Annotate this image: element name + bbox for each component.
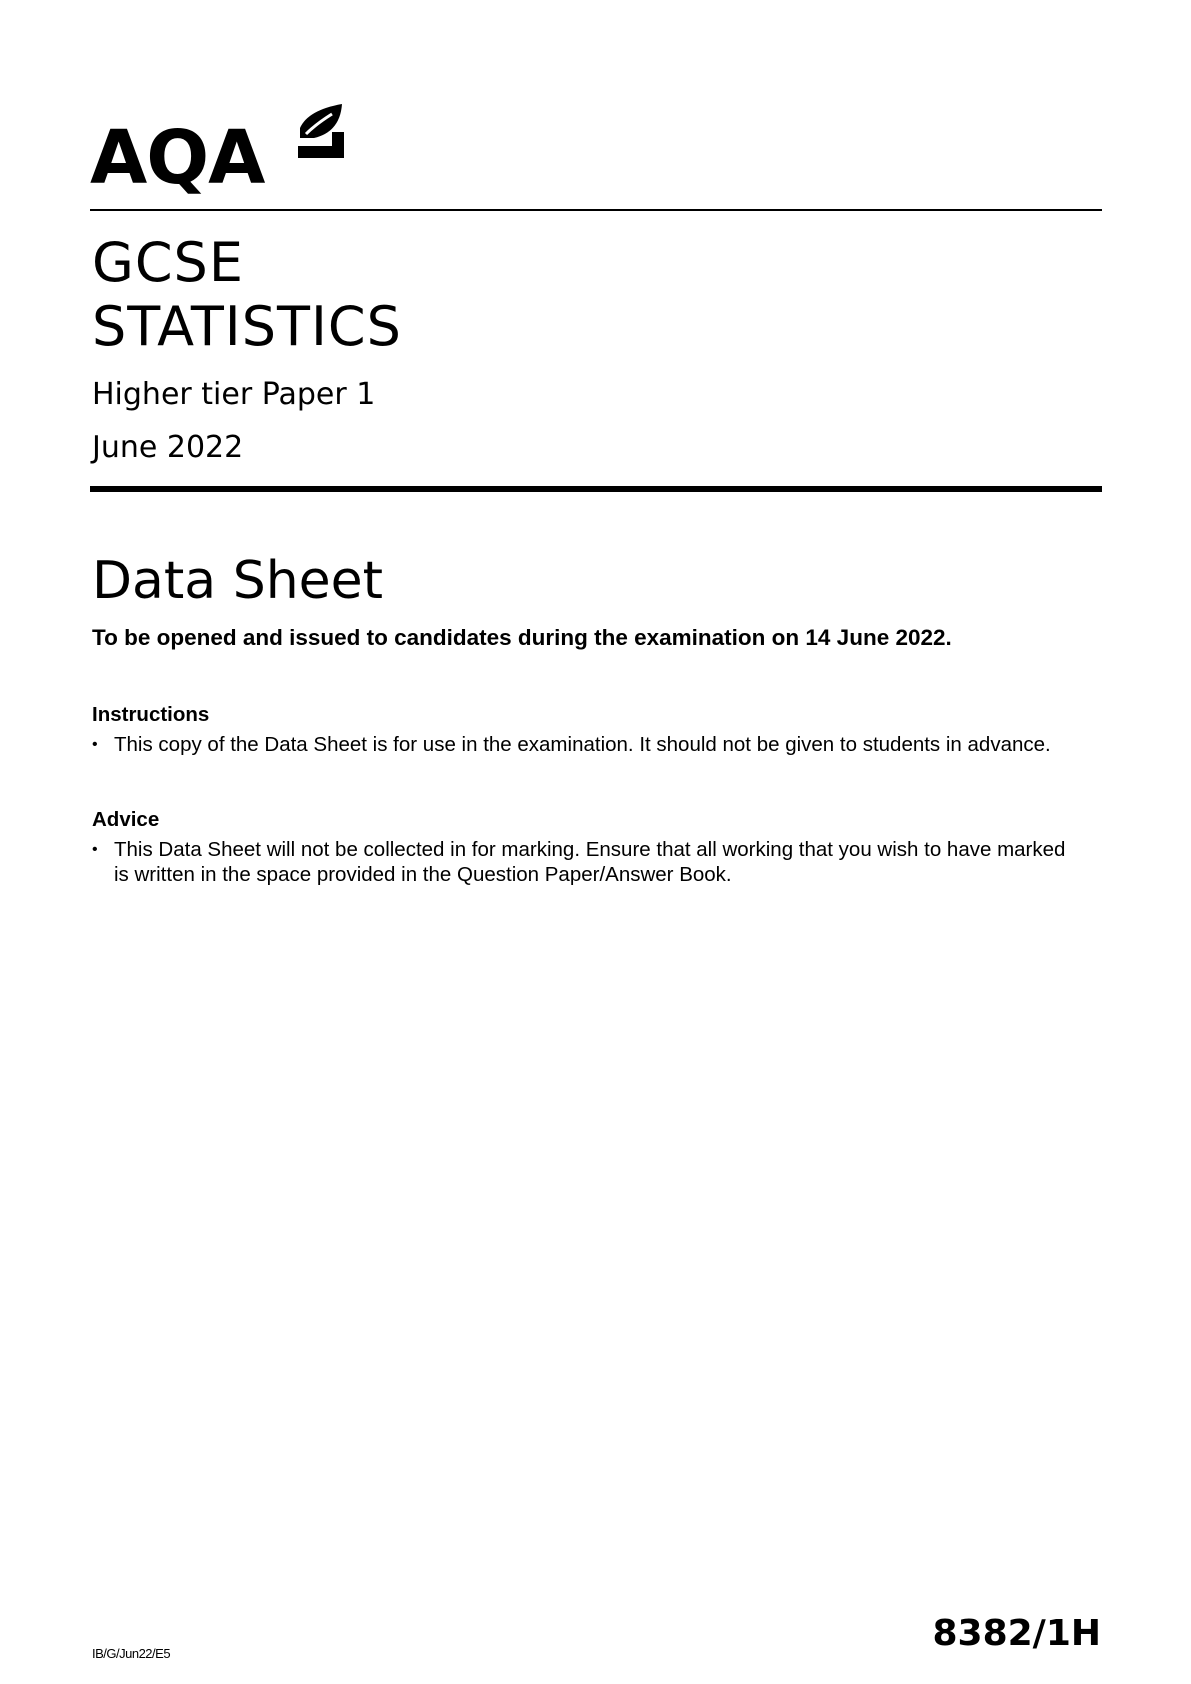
- bullet-icon: •: [92, 736, 98, 753]
- document-reference: IB/G/Jun22/E5: [92, 1646, 171, 1661]
- instructions-heading: Instructions: [92, 703, 210, 726]
- subject-title: STATISTICS: [92, 295, 402, 358]
- document-title: Data Sheet: [92, 551, 384, 611]
- tier-paper-label: Higher tier Paper 1: [92, 377, 376, 412]
- issue-instruction: To be opened and issued to candidates during the examination on 14 June 2022.: [92, 625, 952, 650]
- logo-wordmark: AQA: [90, 115, 265, 201]
- instruction-text: This copy of the Data Sheet is for use in the examination. It should not be given to students in advance.: [114, 733, 1051, 756]
- header-divider: [90, 209, 1102, 211]
- instructions-list-item: [92, 732, 1082, 757]
- bullet-icon: •: [92, 841, 98, 858]
- aqa-leaf-icon: [294, 102, 348, 164]
- advice-text: This Data Sheet will not be collected in for marking. Ensure that all working that you wish to have marked is written in the space provided in the Question Paper/Answer Book.: [114, 838, 1066, 886]
- exam-series-label: June 2022: [92, 430, 244, 465]
- title-divider: [90, 486, 1102, 492]
- advice-heading: Advice: [92, 808, 160, 831]
- advice-list-item: [92, 837, 1082, 887]
- paper-code: 8382/1H: [932, 1613, 1101, 1654]
- aqa-logo: [90, 102, 265, 201]
- qualification-title: GCSE: [92, 231, 244, 294]
